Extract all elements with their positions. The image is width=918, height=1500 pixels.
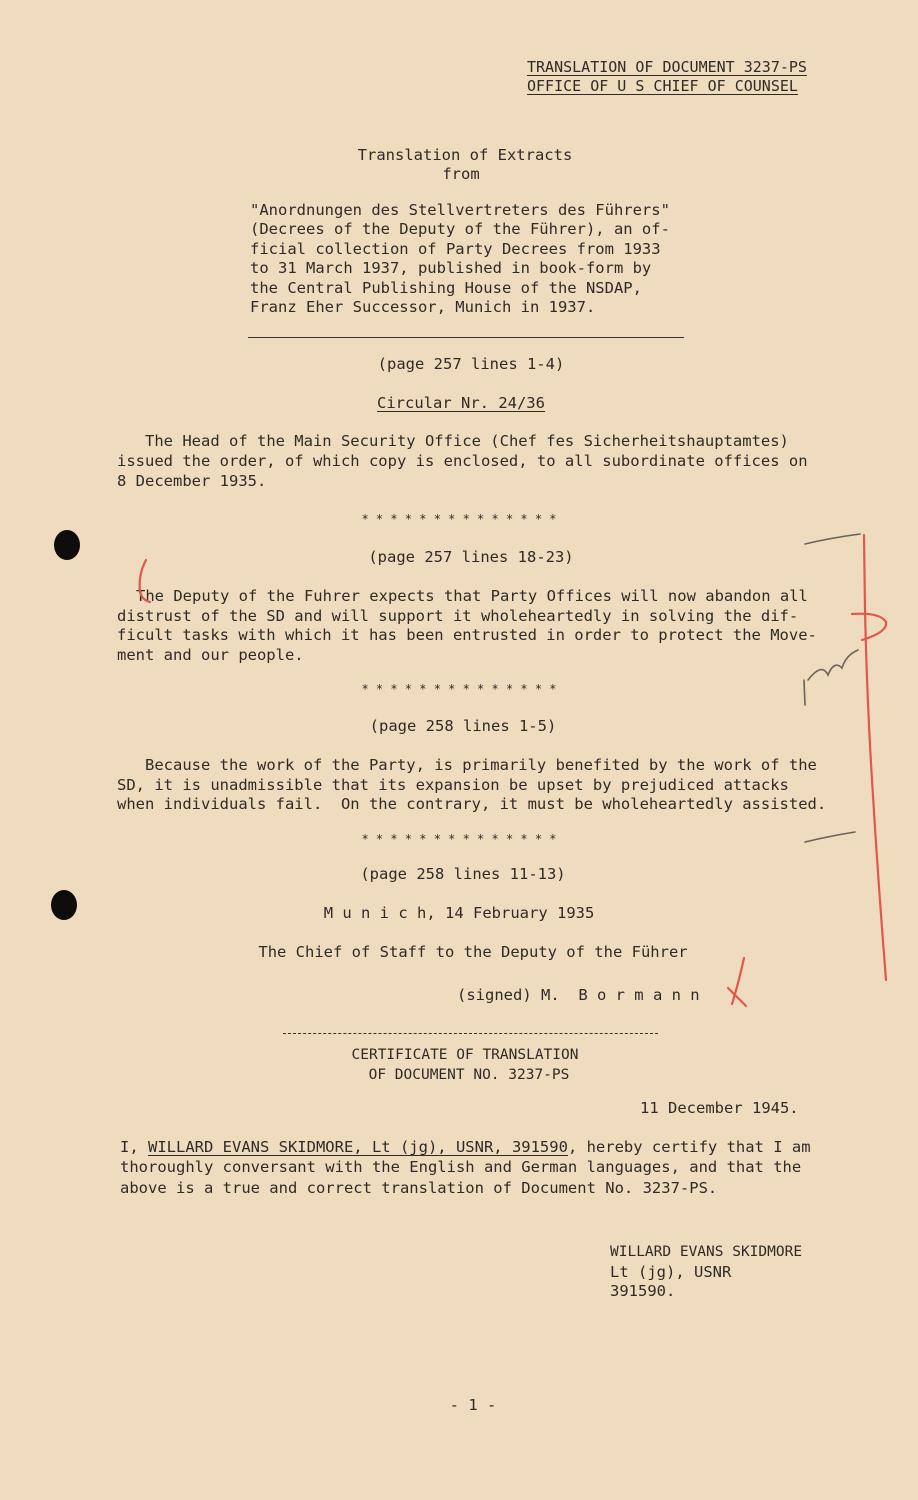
red-x-mark (728, 958, 746, 1006)
source-line-4: to 31 March 1937, published in book-form by (250, 259, 652, 277)
grey-tick (804, 680, 805, 705)
stars-divider-2: * * * * * * * * * * * * * * (361, 682, 557, 696)
stars-divider-1: * * * * * * * * * * * * * * (361, 512, 557, 526)
certificate-title-2: OF DOCUMENT NO. 3237-PS (368, 1067, 570, 1083)
source-line-1: "Anordnungen des Stellvertreters des Führers" (250, 201, 670, 219)
page-number: - 1 - (449, 1396, 497, 1414)
red-margin-curve (852, 614, 886, 640)
certificate-line-3: above is a true and correct translation of Document No. 3237-PS. (120, 1179, 718, 1197)
section1-line-1: The Head of the Main Security Office (Chef fes Sicherheitshauptamtes) (145, 432, 789, 450)
section3-line-1: Because the work of the Party, is primarily benefited by the work of the (145, 756, 817, 774)
signature-name: WILLARD EVANS SKIDMORE (610, 1244, 803, 1260)
circular-number: Circular Nr. 24/36 (377, 394, 545, 412)
signature-rank: Lt (jg), USNR (610, 1263, 732, 1281)
certificate-prefix: I, (120, 1138, 148, 1156)
certificate-line-2: thoroughly conversant with the English and German languages, and that the (120, 1158, 802, 1176)
section3-line-3: when individuals fail. On the contrary, it must be wholeheartedly assisted. (117, 795, 827, 813)
certificate-suffix: , hereby certify that I am (567, 1138, 811, 1156)
section3-line-2: SD, it is unadmissible that its expansion be upset by prejudiced attacks (117, 776, 789, 794)
section2-ref: (page 257 lines 18-23) (368, 548, 574, 566)
source-line-6: Franz Eher Successor, Munich in 1937. (250, 298, 596, 316)
certificate-title-1: CERTIFICATE OF TRANSLATION (351, 1047, 579, 1063)
chief-of-staff: The Chief of Staff to the Deputy of the Führer (258, 943, 688, 961)
section4-ref: (page 258 lines 11-13) (360, 865, 566, 883)
translator-name: WILLARD EVANS SKIDMORE, Lt (jg), USNR, 391590 (148, 1138, 568, 1156)
red-pencil-marks (140, 535, 887, 1006)
signature-number: 391590. (610, 1282, 676, 1300)
section1-line-3: 8 December 1935. (117, 472, 267, 490)
section2-line-1: The Deputy of the Fuhrer expects that Party Offices will now abandon all (136, 587, 808, 605)
title-line-2: from (442, 165, 480, 183)
header-line-1: TRANSLATION OF DOCUMENT 3237-PS (527, 58, 807, 76)
grey-dash-bottom (805, 832, 855, 842)
stars-divider-3: * * * * * * * * * * * * * * (361, 832, 557, 846)
header-line-2: OFFICE OF U S CHIEF OF COUNSEL (527, 77, 798, 95)
section1-line-2: issued the order, of which copy is enclosed, to all subordinate offices on (117, 452, 808, 470)
section2-line-3: ficult tasks with which it has been entrusted in order to protect the Move- (117, 626, 817, 644)
place-date: M u n i c h, 14 February 1935 (323, 904, 595, 922)
section3-ref: (page 258 lines 1-5) (369, 717, 557, 735)
section2-line-4: ment and our people. (117, 646, 304, 664)
grey-pencil-marks (804, 534, 860, 842)
source-line-2: (Decrees of the Deputy of the Führer), an of- (250, 220, 670, 238)
red-margin-line (864, 535, 886, 980)
section2-line-2: distrust of the SD and will support it wholeheartedly in solving the dif- (117, 607, 799, 625)
section1-ref: (page 257 lines 1-4) (377, 355, 565, 373)
certificate-date: 11 December 1945. (640, 1099, 799, 1117)
source-line-5: the Central Publishing House of the NSDAP, (250, 279, 642, 297)
red-bracket-mark (140, 560, 150, 602)
source-line-3: ficial collection of Party Decrees from 1933 (250, 240, 661, 258)
grey-dash-top (805, 534, 860, 544)
title-line-1: Translation of Extracts (357, 146, 573, 164)
signed-bormann: (signed) M. B o r m a n n (457, 986, 700, 1004)
grey-initials-scribble (808, 650, 858, 680)
